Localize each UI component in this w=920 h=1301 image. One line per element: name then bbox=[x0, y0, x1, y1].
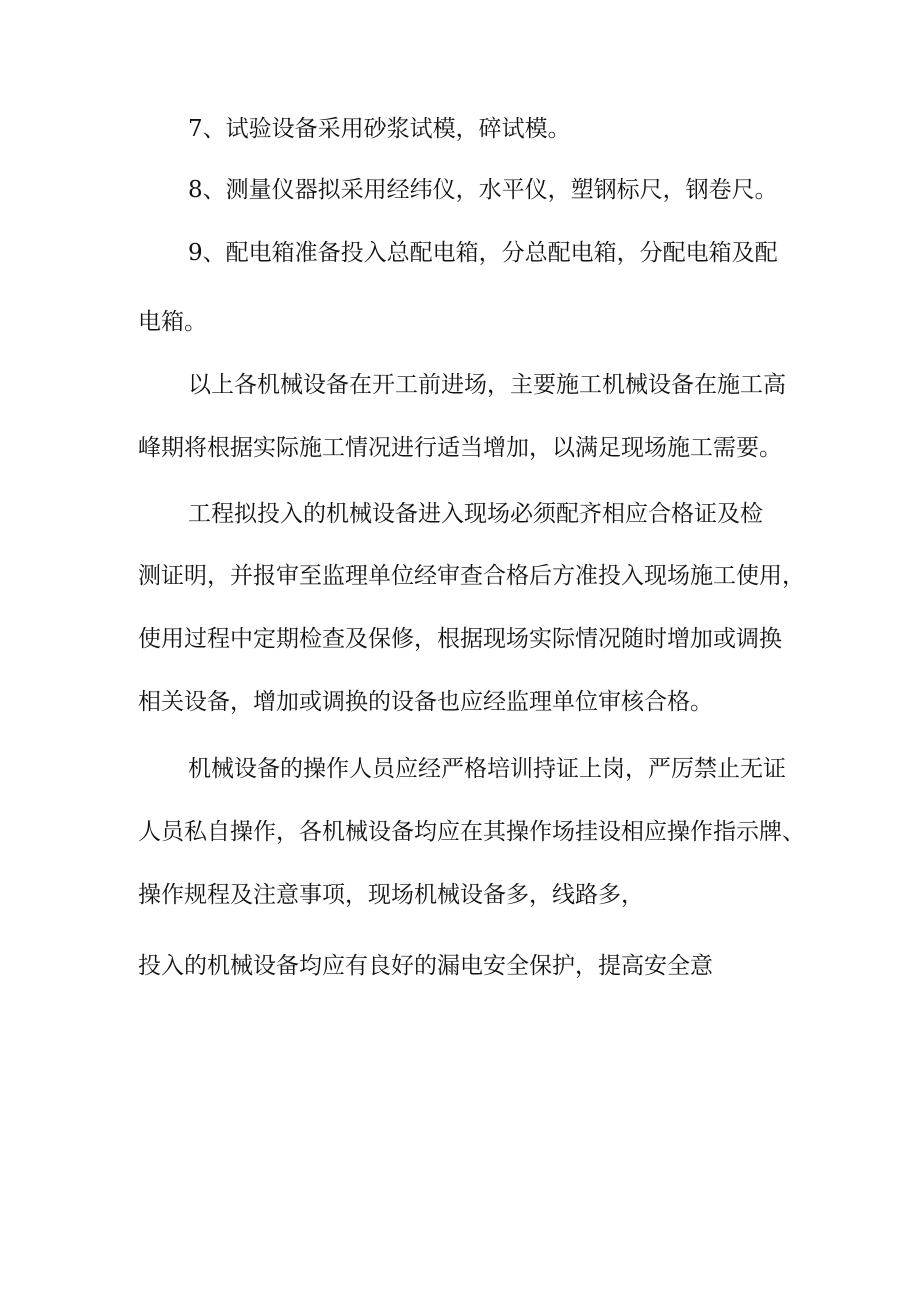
paragraph-1-line-1: 以上各机械设备在开工前进场，主要施工机械设备在施工高 bbox=[188, 372, 786, 398]
paragraph-4-line-1: 投入的机械设备均应有良好的漏电安全保护，提高安全意 bbox=[138, 953, 713, 979]
item-7-line: 7、试验设备采用砂浆试模，碎试模。 bbox=[188, 116, 571, 142]
paragraph-1-line-2: 峰期将根据实际施工情况进行适当增加，以满足现场施工需要。 bbox=[138, 435, 782, 461]
paragraph-3-line-1: 机械设备的操作人员应经严格培训持证上岗，严厉禁止无证 bbox=[188, 756, 786, 782]
item-9-line-1: 9、配电箱准备投入总配电箱，分总配电箱，分配电箱及配 bbox=[188, 240, 778, 266]
paragraph-2-line-1: 工程拟投入的机械设备进入现场必须配齐相应合格证及检 bbox=[188, 501, 763, 527]
paragraph-2-line-4: 相关设备，增加或调换的设备也应经监理单位审核合格。 bbox=[138, 689, 713, 715]
paragraph-3-line-2: 人员私自操作，各机械设备均应在其操作场挂设相应操作指示牌、 bbox=[138, 819, 805, 845]
paragraph-3-line-3: 操作规程及注意事项，现场机械设备多，线路多， bbox=[138, 882, 644, 908]
paragraph-2-line-2: 测证明，并报审至监理单位经审查合格后方准投入现场施工使用， bbox=[138, 563, 805, 589]
paragraph-2-line-3: 使用过程中定期检查及保修，根据现场实际情况随时增加或调换 bbox=[138, 626, 782, 652]
item-8-line: 8、测量仪器拟采用经纬仪，水平仪，塑钢标尺，钢卷尺。 bbox=[188, 177, 778, 203]
item-9-line-2: 电箱。 bbox=[138, 309, 207, 335]
